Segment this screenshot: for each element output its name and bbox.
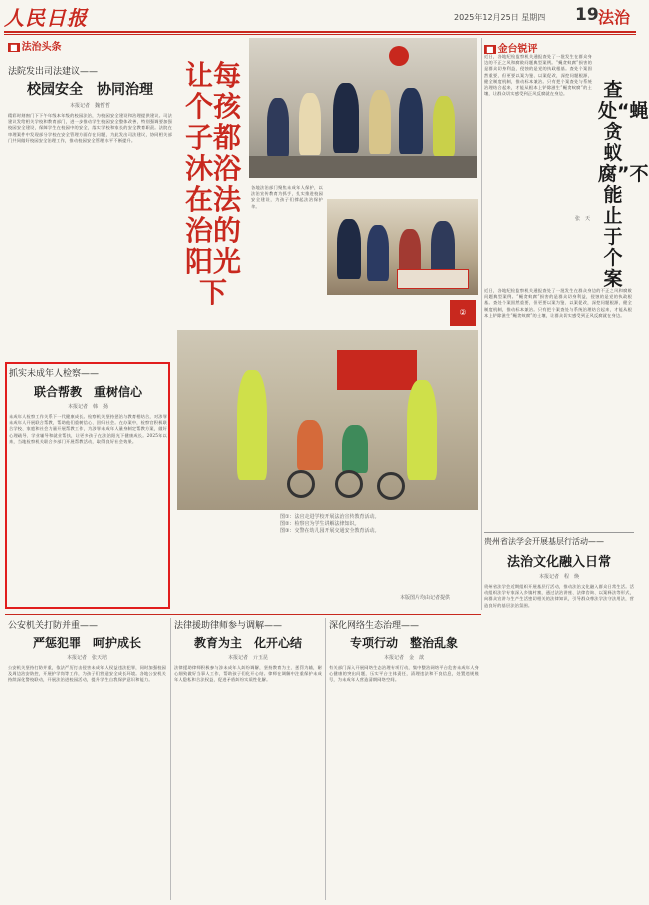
top-left-article[interactable]	[8, 48, 172, 361]
right-bottom-article[interactable]	[484, 536, 634, 884]
desk-shape	[249, 156, 477, 178]
article-byline: 本报记者 张天培	[66, 655, 107, 661]
banner-shape	[337, 350, 417, 390]
column-tag-icon: ■	[10, 43, 18, 52]
column-label-commentary: ■ 金台锐评	[486, 44, 538, 55]
person-figure	[333, 83, 359, 153]
section-divider	[484, 532, 634, 533]
article-headline: 严惩犯罪 呵护成长	[32, 636, 141, 650]
section-name: 法治	[598, 8, 631, 27]
page-number: 19	[575, 5, 599, 25]
commentary-body-continued: 近日，各地纪检监察机关通报查处了一批发生在群众身边的不正之风和腐败问题典型案例。“蝇贪蚁腐”损害的是群众切身利益，侵蚀的是党的执政根基。查处个案固然重要，但更要以案为鉴、以案促改，深挖问题根源，健全制度机制，推动标本兼治。只有把个案查处与系统治理结合起来，才能从根本上铲除滋生“蝇贪蚁腐”的土壤，让群众切实感受到正风反腐就在身边。	[484, 288, 632, 318]
article-byline: 本报记者 韩 扬	[67, 404, 108, 410]
masthead-rule	[4, 31, 636, 33]
article-headline: 专项行动 整治乱象	[349, 636, 458, 650]
article-body: 贵州省法学会近期组织开展基层行活动，推动法治文化融入群众日常生活。活动组织法学专家深入乡镇村寨，通过法治讲座、法律咨询、以案释法等形式，向群众宣讲与生产生活密切相关的法律知识，引导群众尊法学法守法用法，营造良好的基层法治氛围。	[484, 584, 634, 608]
article-headline: 联合帮教 重树信心	[33, 385, 142, 399]
column-divider	[170, 618, 171, 900]
article-body: 未成年人检察工作关系下一代健康成长。检察机关坚持惩治与教育相结合，对涉罪未成年人开展联合帮教，帮助他们重树信心、回归社会。在办案中，检察官积极联合学校、家庭和社会力量开展帮教工作，为涉罪未成年人量身制定帮教方案，做好心理疏导、学业辅导和就业帮扶，让更多孩子在法治阳光下健康成长。2025年以来，当地检察机关联合多部门开展帮教活动，取得良好社会效果。	[9, 414, 167, 444]
feature-photo-traffic	[177, 330, 478, 510]
column-divider	[325, 618, 326, 900]
masthead-thin-rule	[4, 34, 636, 35]
photo-caption-3: 图③：交警在幼儿园开展交通安全教育活动。	[280, 528, 380, 534]
commentary-title: 查处“蝇贪蚁腐”不能止于个案	[598, 79, 649, 290]
article-body: 有关部门深入开展网络生态治理专项行动，集中整治网络平台危害未成年人身心健康的突出问题，压实平台主体责任，清理违法和不良信息，处置违规账号，为未成年人营造清朗网络空间。	[329, 665, 479, 683]
police-figure	[407, 380, 437, 480]
article-byline: 本报记者 程 焕	[538, 574, 579, 580]
article-headline: 法治文化融入日常	[506, 555, 611, 570]
photo-caption-2: 图②：检察官为学生讲解法律知识。	[280, 521, 360, 527]
article-body: 公安机关坚持打防并重，依法严厉打击侵害未成年人权益违法犯罪，同时加强校园及周边治安防控，开展护学岗等工作，为孩子们营造安全成长环境。各地公安机关持续深化警校联动，开展法治进校园活动，提升学生自我保护意识和能力。	[8, 665, 166, 683]
article-kicker: 法律援助律师参与调解——	[174, 621, 283, 631]
bottom-article-network[interactable]	[329, 618, 479, 890]
police-figure	[237, 370, 267, 480]
child-figure	[342, 425, 368, 473]
column-tag-icon: ■	[486, 45, 494, 54]
issue-date: 2025年12月25日 星期四	[454, 13, 546, 22]
tricycle-wheel	[335, 470, 363, 498]
tricycle-wheel	[377, 472, 405, 500]
highlight-article[interactable]	[9, 366, 167, 604]
article-headline: 教育为主 化开心结	[193, 636, 302, 650]
photo-credit: 本版图片均由记者提供	[400, 595, 451, 601]
article-kicker: 法院发出司法建议——	[8, 67, 99, 77]
article-byline: 本报记者 亓玉昆	[227, 655, 268, 661]
person-figure	[337, 219, 361, 279]
person-figure	[367, 225, 389, 281]
commentary-byline: 张 天	[575, 216, 591, 222]
article-headline: 校园安全 协同治理	[27, 82, 153, 98]
newspaper-logo: 人民日报	[4, 6, 88, 30]
article-byline: 本报记者 金 歆	[383, 655, 424, 661]
article-body: 精彩时刻窗门下下午年级本年级的校园法治，为校园安全建设和治理提供建议。司法建议发给相关学校和教育部门，进一步推动学生校园安全整体改善，特别强调要加强校园安全建设，保障学生在校园中的安全，落实学校和家长的安全教育职责。法院在审理案件中发现部分学校在安全管理方面存在问题，为此发出司法建议，协同相关部门共同做好校园安全治理工作，推动校园安全管理水平不断提升。	[8, 113, 172, 143]
person-figure	[433, 96, 455, 156]
column-divider	[481, 38, 482, 610]
emblem-icon	[389, 46, 409, 66]
person-figure	[399, 88, 423, 154]
article-kicker: 深化网络生态治理——	[329, 621, 420, 631]
commentary-body: 近日，各地纪检监察机关通报查处了一批发生在群众身边的不正之风和腐败问题典型案例。“蝇贪蚁腐”损害的是群众切身利益，侵蚀的是党的执政根基。查处个案固然重要，但更要以案为鉴、以案促改，深挖问题根源，健全制度机制，推动标本兼治。只有把个案查处与系统治理结合起来，才能从根本上铲除滋生“蝇贪蚁腐”的土壤，让群众切实感受到正风反腐就在身边。	[484, 54, 592, 97]
banner-shape	[397, 269, 469, 289]
column-label-law-headlines: ■ 法治头条	[10, 42, 62, 53]
feature-photo-students	[327, 199, 478, 295]
bottom-article-legal-aid[interactable]	[174, 618, 322, 890]
feature-photo-classroom	[249, 38, 477, 178]
feature-intro: 各地法治部门聚焦未成年人保护，以法治宣传教育为抓手，扎实推进校园安全建设，为孩子们撑起法治保护伞。	[251, 185, 323, 209]
person-figure	[267, 98, 289, 158]
article-kicker: 抓实未成年人检察——	[9, 369, 100, 379]
masthead	[0, 0, 640, 32]
bottom-row-rule	[5, 614, 481, 615]
tricycle-wheel	[287, 470, 315, 498]
child-figure	[297, 420, 323, 470]
photo-caption-1: 图①：法官走进学校开展法治宣传教育活动。	[280, 514, 380, 520]
article-kicker: 公安机关打防并重——	[8, 621, 99, 631]
article-byline: 本报记者 魏哲哲	[69, 103, 110, 109]
article-body: 法律援助律师积极参与涉未成年人纠纷调解，坚持教育为主、惩罚为辅，耐心细致做好当事人工作，帮助孩子们化开心结。律师在调解中注重保护未成年人隐私和合法权益，促进矛盾纠纷实质性化解。	[174, 665, 322, 683]
feature-title: 让每个孩子都沐浴在法治的阳光下	[184, 59, 241, 309]
photo-marker-badge: ②	[450, 300, 476, 326]
article-kicker: 贵州省法学会开展基层行活动——	[484, 537, 604, 546]
person-figure	[369, 90, 391, 154]
bottom-article-police[interactable]	[8, 618, 166, 890]
person-figure	[299, 93, 321, 155]
